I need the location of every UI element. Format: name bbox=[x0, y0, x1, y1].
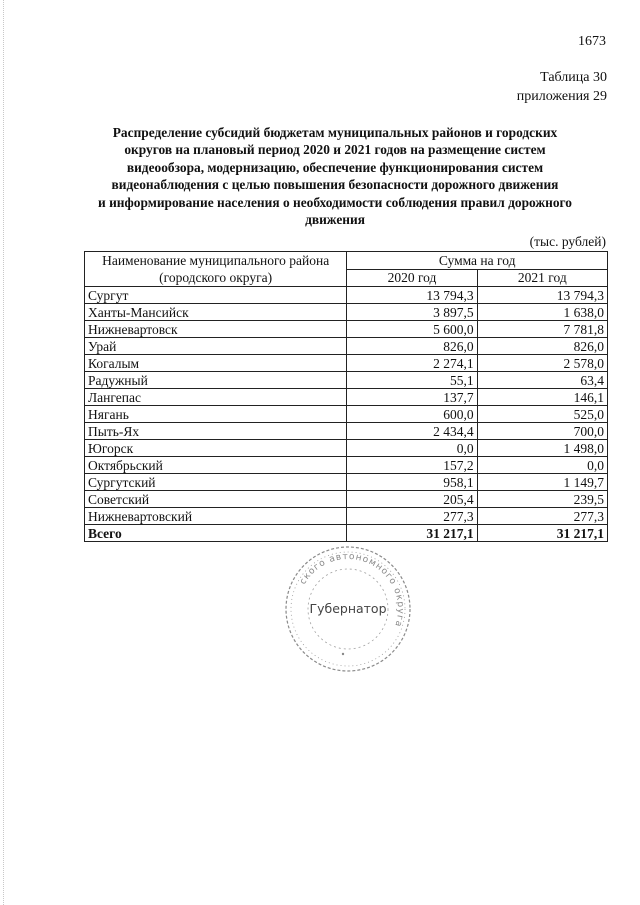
sum-2020: 157,2 bbox=[347, 457, 477, 474]
table-ref-line1: Таблица 30 bbox=[540, 70, 607, 85]
sum-2020: 13 794,3 bbox=[347, 287, 477, 304]
header-year-2021: 2021 год bbox=[477, 269, 607, 287]
sum-2021: 7 781,8 bbox=[477, 321, 607, 338]
table-body bbox=[85, 287, 608, 542]
title-line-2: округов на плановый период 2020 и 2021 годов на размещение систем bbox=[124, 142, 546, 158]
sum-2021: 700,0 bbox=[477, 423, 607, 440]
table-row bbox=[85, 304, 608, 321]
governor-stamp bbox=[283, 542, 413, 677]
table-ref-line2: приложения 29 bbox=[516, 89, 607, 104]
table-row bbox=[85, 338, 608, 355]
sum-2021: 0,0 bbox=[477, 457, 607, 474]
table-header bbox=[85, 252, 608, 287]
table-row bbox=[85, 389, 608, 406]
page-number: 1673 bbox=[578, 34, 606, 49]
title-line-3: видеообзора, модернизацию, обеспечение функционирования систем bbox=[126, 159, 544, 175]
svg-text:Губернатор: Губернатор bbox=[309, 601, 387, 616]
sum-2020: 3 897,5 bbox=[347, 304, 477, 321]
title-line-4: видеонаблюдения с целью повышения безопасности дорожного движения bbox=[111, 177, 559, 193]
header-name-line1: Наименование муниципального района bbox=[102, 253, 330, 268]
municipality-name: Пыть-Ях bbox=[85, 423, 347, 440]
municipality-name: Советский bbox=[85, 491, 347, 508]
scan-edge-line bbox=[3, 0, 5, 905]
table-row bbox=[85, 355, 608, 372]
units-label: (тыс. рублей) bbox=[529, 234, 606, 249]
table-row bbox=[85, 423, 608, 440]
sum-2020: 5 600,0 bbox=[347, 321, 477, 338]
table-row bbox=[85, 440, 608, 457]
sum-2020: 55,1 bbox=[347, 372, 477, 389]
municipality-name: Нижневартовск bbox=[85, 321, 347, 338]
sum-2021: 146,1 bbox=[477, 389, 607, 406]
sum-2020: 205,4 bbox=[347, 491, 477, 508]
municipality-name: Югорск bbox=[85, 440, 347, 457]
header-year-2020: 2020 год bbox=[347, 269, 477, 287]
svg-text:ского автономного округа: ского автономного округа bbox=[298, 551, 406, 629]
total-2021: 31 217,1 bbox=[477, 525, 607, 542]
subsidy-table bbox=[84, 251, 608, 542]
sum-2021: 1 149,7 bbox=[477, 474, 607, 491]
sum-2021: 1 498,0 bbox=[477, 440, 607, 457]
table-row bbox=[85, 321, 608, 338]
sum-2021: 2 578,0 bbox=[477, 355, 607, 372]
total-row bbox=[85, 525, 608, 542]
table-reference bbox=[517, 68, 607, 106]
sum-2020: 600,0 bbox=[347, 406, 477, 423]
municipality-name: Когалым bbox=[85, 355, 347, 372]
table-row bbox=[85, 372, 608, 389]
sum-2021: 239,5 bbox=[477, 491, 607, 508]
header-name-cell bbox=[85, 252, 347, 287]
document-title bbox=[70, 124, 600, 228]
total-label: Всего bbox=[85, 525, 347, 542]
title-line-6: движения bbox=[305, 212, 365, 228]
municipality-name: Октябрьский bbox=[85, 457, 347, 474]
table-row bbox=[85, 457, 608, 474]
table-row bbox=[85, 287, 608, 304]
sum-2021: 525,0 bbox=[477, 406, 607, 423]
municipality-name: Радужный bbox=[85, 372, 347, 389]
header-sum-cell: Сумма на год bbox=[347, 252, 608, 270]
sum-2020: 958,1 bbox=[347, 474, 477, 491]
sum-2020: 277,3 bbox=[347, 508, 477, 525]
stamp-seal-icon bbox=[283, 542, 413, 677]
title-line-5: и информирование населения о необходимости соблюдения правил дорожного bbox=[98, 194, 572, 210]
sum-2020: 0,0 bbox=[347, 440, 477, 457]
municipality-name: Сургутский bbox=[85, 474, 347, 491]
sum-2021: 826,0 bbox=[477, 338, 607, 355]
table-row bbox=[85, 508, 608, 525]
sum-2020: 826,0 bbox=[347, 338, 477, 355]
table-row bbox=[85, 474, 608, 491]
sum-2020: 137,7 bbox=[347, 389, 477, 406]
sum-2021: 1 638,0 bbox=[477, 304, 607, 321]
municipality-name: Сургут bbox=[85, 287, 347, 304]
header-row-1 bbox=[85, 252, 608, 270]
sum-2021: 63,4 bbox=[477, 372, 607, 389]
header-name-line2: (городского округа) bbox=[159, 270, 273, 285]
municipality-name: Нягань bbox=[85, 406, 347, 423]
title-line-1: Распределение субсидий бюджетам муниципальных районов и городских bbox=[112, 125, 558, 140]
municipality-name: Ханты-Мансийск bbox=[85, 304, 347, 321]
sum-2021: 13 794,3 bbox=[477, 287, 607, 304]
sum-2020: 2 274,1 bbox=[347, 355, 477, 372]
table-row bbox=[85, 406, 608, 423]
total-2020: 31 217,1 bbox=[347, 525, 477, 542]
table-row bbox=[85, 491, 608, 508]
municipality-name: Нижневартовский bbox=[85, 508, 347, 525]
sum-2021: 277,3 bbox=[477, 508, 607, 525]
municipality-name: Лангепас bbox=[85, 389, 347, 406]
sum-2020: 2 434,4 bbox=[347, 423, 477, 440]
municipality-name: Урай bbox=[85, 338, 347, 355]
